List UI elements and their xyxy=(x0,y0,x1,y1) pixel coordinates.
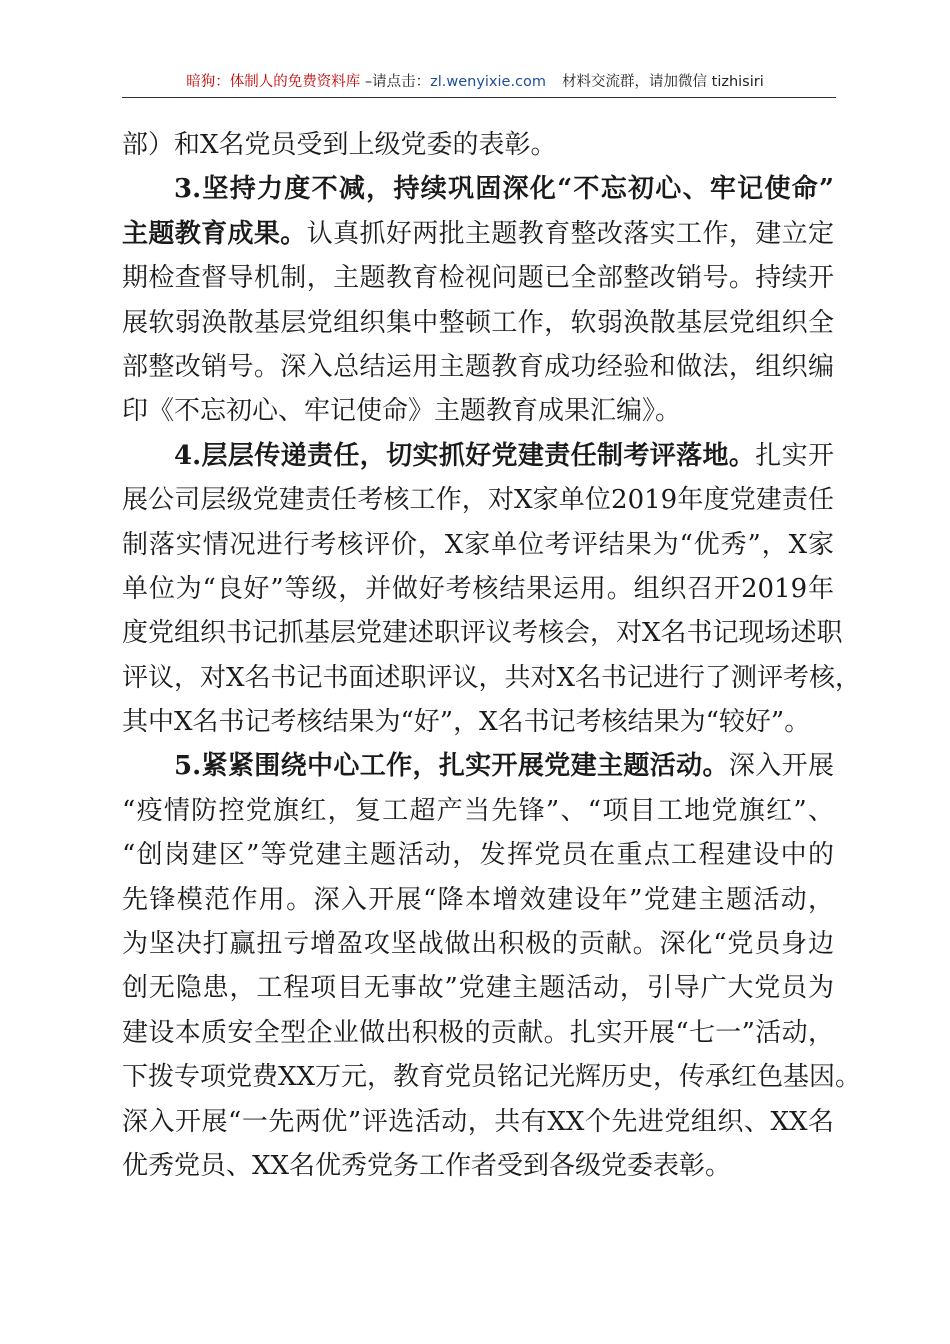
paragraph-line: “创岗建区”等党建主题活动，发挥党员在重点工程建设中的 xyxy=(122,840,834,871)
paragraph-line: 部）和X名党员受到上级党委的表彰。 xyxy=(122,130,557,160)
paragraph-line xyxy=(122,212,834,256)
site-url-link[interactable]: zl.wenyixie.com xyxy=(430,74,547,90)
page-header xyxy=(122,70,828,94)
paragraph-line: 优秀党员、XX名优秀党务工作者受到各级党委表彰。 xyxy=(122,1150,732,1181)
paragraph-text: 深入开展 xyxy=(728,751,834,782)
section-heading-5: 5.紧紧围绕中心工作，扎实开展党建主题活动。 xyxy=(174,751,729,782)
paragraph-line xyxy=(122,744,834,788)
document-body xyxy=(122,123,862,1188)
paragraph-text: 扎实开 xyxy=(755,440,834,471)
paragraph-line: 深入开展“一先两优”评选活动，共有XX个先进党组织、XX名 xyxy=(122,1106,834,1137)
click-prompt: –请点击： xyxy=(360,74,431,90)
paragraph-line: 展公司层级党建责任考核工作，对X家单位2019年度党建责任 xyxy=(122,485,834,516)
section-heading-4: 4.层层传递责任，切实抓好党建责任制考评落地。 xyxy=(174,440,756,471)
paragraph-line: “疫情防控党旗红，复工超产当先锋”、“项目工地党旗红”、 xyxy=(122,795,834,826)
wechat-note: 材料交流群，请加微信 tizhisiri xyxy=(562,74,764,90)
site-name: 暗狗：体制人的免费资料库 xyxy=(186,74,361,90)
paragraph-line: 评议，对X名书记书面述职评议，共对X名书记进行了测评考核， xyxy=(122,662,862,693)
paragraph-line: 下拨专项党费XX万元，教育党员铭记光辉历史，传承红色基因。 xyxy=(122,1062,862,1093)
paragraph-line: 其中X名书记考核结果为“好”，X名书记考核结果为“较好”。 xyxy=(122,707,811,738)
paragraph-line: 期检查督导机制，主题教育检视问题已全部整改销号。持续开 xyxy=(122,263,834,294)
paragraph-line: 印《不忘初心、牢记使命》主题教育成果汇编》。 xyxy=(122,396,682,427)
section-heading-3-cont: 主题教育成果。 xyxy=(122,218,307,249)
paragraph-line: 部整改销号。深入总结运用主题教育成功经验和做法，组织编 xyxy=(122,351,834,382)
paragraph-line: 展软弱涣散基层党组织集中整顿工作，软弱涣散基层党组织全 xyxy=(122,307,834,338)
paragraph-line: 创无隐患，工程项目无事故”党建主题活动，引导广大党员为 xyxy=(122,973,834,1004)
paragraph-line: 制落实情况进行考核评价，X家单位考评结果为“优秀”，X家 xyxy=(122,529,834,560)
paragraph-line: 单位为“良好”等级，并做好考核结果运用。组织召开2019年 xyxy=(122,573,834,604)
section-heading-3: 3.坚持力度不减，持续巩固深化“不忘初心、牢记使命” xyxy=(174,174,834,205)
paragraph-line: 先锋模范作用。深入开展“降本增效建设年”党建主题活动， xyxy=(122,884,834,915)
paragraph-line: 建设本质安全型企业做出积极的贡献。扎实开展“七一”活动， xyxy=(122,1017,834,1048)
paragraph-text: 认真抓好两批主题教育整改落实工作，建立定 xyxy=(306,218,834,249)
header-divider xyxy=(122,97,836,98)
paragraph-line: 为坚决打赢扭亏增盈攻坚战做出积极的贡献。深化“党员身边 xyxy=(122,929,834,960)
paragraph-line: 度党组织书记抓基层党建述职评议考核会，对X名书记现场述职 xyxy=(122,618,843,649)
paragraph-line xyxy=(122,434,834,478)
